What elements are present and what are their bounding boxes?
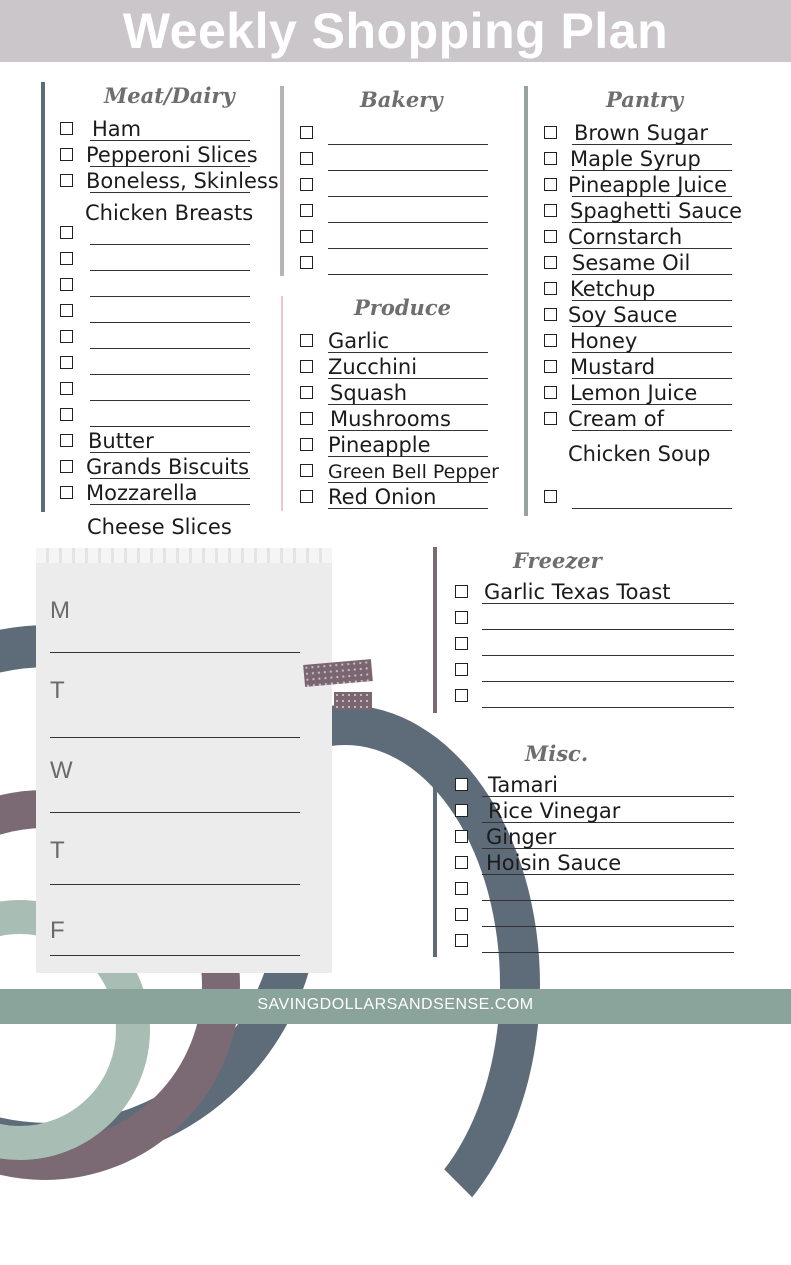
checkbox-icon[interactable]: [300, 334, 313, 347]
checkbox-icon[interactable]: [300, 152, 313, 165]
item-text: Soy Sauce: [568, 303, 678, 327]
list-item: [455, 683, 745, 709]
list-item: [60, 168, 279, 194]
item-line: [482, 629, 734, 630]
list-item: [544, 354, 784, 380]
item-line: [90, 296, 250, 297]
list-item: [300, 380, 520, 406]
checkbox-icon[interactable]: [300, 178, 313, 191]
item-line: [90, 244, 250, 245]
list-item: [60, 298, 270, 324]
checkbox-icon[interactable]: [300, 204, 313, 217]
section-title-freezer: Freezer: [513, 548, 602, 573]
item-line: [328, 170, 488, 171]
item-text: Squash: [330, 381, 408, 405]
item-text: Tamari: [488, 773, 559, 797]
item-line: [328, 274, 488, 275]
checkbox-icon[interactable]: [60, 174, 73, 187]
day-label-wednesday: W: [50, 757, 73, 784]
item-text: Mustard: [570, 355, 656, 379]
item-text: Sesame Oil: [572, 251, 691, 275]
section-meat-dairy: [60, 80, 279, 550]
list-item: [300, 432, 520, 458]
checkbox-icon[interactable]: [544, 204, 557, 217]
checkbox-icon[interactable]: [455, 908, 468, 921]
item-text: Garlic: [328, 329, 389, 353]
section-freezer: [455, 545, 745, 715]
checkbox-icon[interactable]: [60, 330, 73, 343]
list-item: [455, 631, 745, 657]
item-continuation: Cheese Slices: [87, 515, 232, 539]
day-line: [50, 812, 300, 813]
list-item: [544, 302, 784, 328]
footer-site: SAVINGDOLLARSANDSENSE.COM: [257, 996, 534, 1013]
item-continuation: Chicken Soup: [568, 442, 711, 466]
list-item: [300, 198, 500, 224]
item-text: Hoisin Sauce: [486, 851, 622, 875]
divider-meat: [41, 82, 45, 512]
checkbox-icon[interactable]: [60, 304, 73, 317]
checkbox-icon[interactable]: [300, 412, 313, 425]
footer-band: [0, 989, 791, 1024]
checkbox-icon[interactable]: [544, 178, 557, 191]
item-text: Zucchini: [328, 355, 418, 379]
item-text: Lemon Juice: [570, 381, 698, 405]
section-title-pantry: Pantry: [606, 87, 684, 112]
list-item: [300, 328, 520, 354]
list-item: [544, 146, 784, 172]
divider-produce: [281, 296, 283, 511]
list-item: [544, 380, 784, 406]
list-item: [300, 250, 500, 276]
section-pantry: [544, 84, 784, 514]
list-item: [544, 328, 784, 354]
item-text: Grands Biscuits: [86, 455, 250, 479]
item-text: Butter: [88, 429, 154, 453]
list-item: [455, 657, 745, 683]
checkbox-icon[interactable]: [300, 360, 313, 373]
section-produce: [300, 292, 520, 512]
item-line: [328, 196, 488, 197]
day-label-monday: M: [50, 597, 70, 624]
item-line: [90, 270, 250, 271]
item-text: Mozzarella: [86, 481, 198, 505]
item-text: Pineapple Juice: [568, 173, 728, 197]
list-item: [300, 354, 520, 380]
day-label-thursday: T: [50, 837, 65, 864]
list-item: [544, 224, 784, 250]
item-text: Ham: [92, 117, 142, 141]
checkbox-icon[interactable]: [544, 386, 557, 399]
list-item: [60, 324, 270, 350]
list-item: [60, 246, 270, 272]
list-item: [60, 272, 270, 298]
item-text: Maple Syrup: [570, 147, 701, 171]
item-text: Ginger: [486, 825, 557, 849]
checkbox-icon[interactable]: [544, 308, 557, 321]
item-line: [482, 681, 734, 682]
checkbox-icon[interactable]: [544, 256, 557, 269]
item-line: [482, 655, 734, 656]
list-item: [455, 928, 745, 954]
item-line: [90, 426, 250, 427]
checkbox-icon[interactable]: [60, 382, 73, 395]
list-item: [455, 824, 745, 850]
day-label-friday: F: [50, 917, 65, 944]
list-item: [60, 454, 270, 480]
checkbox-icon[interactable]: [60, 408, 73, 421]
checkbox-icon[interactable]: [455, 689, 468, 702]
day-line: [50, 737, 300, 738]
checkbox-icon[interactable]: [455, 611, 468, 624]
list-item: [60, 350, 270, 376]
checkbox-icon[interactable]: [60, 460, 73, 473]
item-text: Mushrooms: [330, 407, 451, 431]
item-line: [572, 508, 732, 509]
item-line: [90, 374, 250, 375]
list-item: [455, 772, 745, 798]
checkbox-icon[interactable]: [455, 934, 468, 947]
day-label-tuesday: T: [50, 677, 65, 704]
list-item: [455, 850, 745, 876]
checkbox-icon[interactable]: [544, 360, 557, 373]
checkbox-icon[interactable]: [544, 126, 557, 139]
divider-bakery: [280, 86, 284, 276]
checkbox-icon[interactable]: [300, 126, 313, 139]
item-text: Cream of: [568, 407, 664, 431]
checkbox-icon[interactable]: [544, 282, 557, 295]
page-title: Weekly Shopping Plan: [122, 3, 669, 59]
list-item: [300, 146, 500, 172]
checkbox-icon[interactable]: [60, 434, 73, 447]
list-item: [300, 458, 520, 484]
item-line: [482, 952, 734, 953]
checkbox-icon[interactable]: [300, 230, 313, 243]
item-text: Boneless, Skinless: [86, 169, 279, 193]
item-text: Ketchup: [570, 277, 656, 301]
checkbox-icon[interactable]: [455, 663, 468, 676]
checkbox-icon[interactable]: [455, 830, 468, 843]
checkbox-icon[interactable]: [60, 252, 73, 265]
day-line: [50, 955, 300, 956]
divider-misc: [433, 741, 437, 957]
list-item: [60, 428, 270, 454]
list-item: [300, 120, 500, 146]
checkbox-icon[interactable]: [544, 334, 557, 347]
item-text: Garlic Texas Toast: [484, 580, 671, 604]
checkbox-icon[interactable]: [60, 148, 73, 161]
list-item: [544, 120, 784, 146]
list-item: [544, 172, 784, 198]
divider-pantry: [524, 86, 528, 516]
item-line: [90, 322, 250, 323]
checkbox-icon[interactable]: [455, 637, 468, 650]
checkbox-icon[interactable]: [60, 486, 73, 499]
list-item: [544, 484, 784, 510]
section-title-misc: Misc.: [525, 741, 589, 766]
checkbox-icon[interactable]: [300, 438, 313, 451]
checkbox-icon[interactable]: [544, 230, 557, 243]
list-item: [60, 402, 270, 428]
section-title-meat-dairy: Meat/Dairy: [104, 83, 235, 108]
checkbox-icon[interactable]: [455, 882, 468, 895]
checkbox-icon[interactable]: [544, 412, 557, 425]
washi-tape: [303, 659, 373, 687]
list-item: [60, 142, 270, 168]
item-text: Rice Vinegar: [488, 799, 621, 823]
item-line: [90, 348, 250, 349]
list-item: [300, 172, 500, 198]
item-line: [90, 400, 250, 401]
item-text: Pepperoni Slices: [86, 143, 258, 167]
day-line: [50, 652, 300, 653]
item-text: Spaghetti Sauce: [570, 199, 743, 223]
item-text: Pineapple: [328, 433, 431, 457]
checkbox-icon[interactable]: [544, 490, 557, 503]
list-item: [60, 116, 270, 142]
item-text: Honey: [570, 329, 638, 353]
item-line: [328, 144, 488, 145]
washi-tape: [334, 692, 372, 710]
checkbox-icon[interactable]: [60, 122, 73, 135]
checkbox-icon[interactable]: [544, 152, 557, 165]
checkbox-icon[interactable]: [455, 778, 468, 791]
item-text: Brown Sugar: [574, 121, 709, 145]
item-continuation: Chicken Breasts: [85, 201, 254, 225]
item-line: [328, 222, 488, 223]
item-text: Green Bell Pepper: [328, 461, 499, 483]
checkbox-icon[interactable]: [300, 386, 313, 399]
checkbox-icon[interactable]: [455, 804, 468, 817]
checkbox-icon[interactable]: [455, 585, 468, 598]
section-title-bakery: Bakery: [360, 87, 443, 112]
list-item: [455, 876, 745, 902]
list-item: [60, 480, 270, 506]
list-item: [544, 198, 784, 224]
checkbox-icon[interactable]: [60, 356, 73, 369]
section-title-produce: Produce: [354, 295, 451, 320]
list-item: [544, 276, 784, 302]
list-item: [455, 798, 745, 824]
item-line: [482, 926, 734, 927]
item-line: [482, 900, 734, 901]
checkbox-icon[interactable]: [300, 464, 313, 477]
checkbox-icon[interactable]: [60, 278, 73, 291]
checkbox-icon[interactable]: [60, 226, 73, 239]
day-line: [50, 884, 300, 885]
checkbox-icon[interactable]: [300, 490, 313, 503]
item-text: Red Onion: [328, 485, 437, 509]
divider-freezer: [433, 547, 437, 713]
list-item: [455, 579, 745, 605]
list-item: [455, 902, 745, 928]
section-misc: [455, 738, 745, 958]
list-item: [544, 406, 784, 432]
list-item: [300, 406, 520, 432]
item-line: [482, 707, 734, 708]
list-item: [455, 605, 745, 631]
item-text: Cornstarch: [568, 225, 683, 249]
header-band: [0, 0, 791, 62]
section-bakery: [300, 84, 500, 284]
list-item: [60, 220, 270, 246]
list-item: [60, 376, 270, 402]
item-line: [328, 248, 488, 249]
list-item: [300, 224, 500, 250]
list-item: [544, 250, 784, 276]
checkbox-icon[interactable]: [455, 856, 468, 869]
weekday-note-card: [36, 563, 332, 973]
checkbox-icon[interactable]: [300, 256, 313, 269]
list-item: [300, 484, 520, 510]
